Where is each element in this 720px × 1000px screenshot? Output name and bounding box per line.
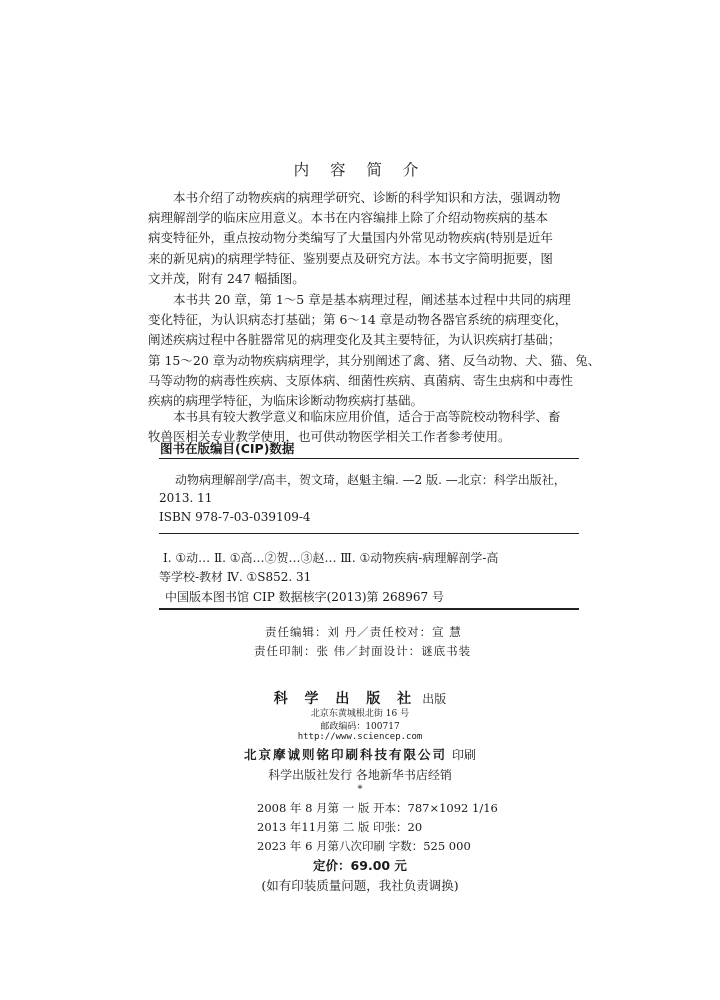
text-line: 本书具有较大教学意义和临床应用价值，适合于高等院校动物科学、畜: [173, 409, 561, 424]
publisher-name: 科 学 出 版 社: [273, 691, 418, 707]
cip-line: 动物病理解剖学/高丰，贺文琦，赵魁主编. —2 版. —北京：科学出版社，: [175, 473, 566, 487]
distribution: 科学出版社发行 各地新华书店经销: [268, 768, 452, 782]
printer-suffix: 印刷: [452, 748, 477, 762]
intro-paragraph-2: [148, 290, 601, 411]
publisher-suffix: 出版: [422, 692, 447, 706]
text-line: 本书介绍了动物疾病的病理学研究、诊断的科学知识和方法，强调动物: [173, 190, 561, 205]
credits-print: 责任印制：张 伟／封面设计：谜底书装: [254, 644, 472, 658]
text-line: 第 15～20 章为动物疾病病理学，其分别阐述了禽、猪、反刍动物、犬、猫、兔、: [148, 352, 601, 368]
text-line: 来的新见病)的病理学特征、鉴别要点及研究方法。本书文字简明扼要，图: [148, 250, 553, 266]
divider: [159, 608, 579, 609]
divider: [159, 533, 579, 534]
cip-line: Ⅰ. ①动… Ⅱ. ①高…②贺…③赵… Ⅲ. ①动物疾病-病理解剖学-高: [163, 551, 499, 565]
text-line: 文并茂，附有 247 幅插图。: [148, 270, 305, 286]
text-line: 牧兽医相关专业教学使用，也可供动物医学相关工作者参考使用。: [148, 429, 511, 445]
publisher-line: [0, 688, 720, 708]
intro-paragraph-1: [148, 188, 564, 289]
text-line: 病变特征外，重点按动物分类编写了大量国内外常见动物疾病(特别是近年: [148, 230, 553, 246]
cip-line: 2013. 11: [159, 491, 213, 505]
text-line: 马等动物的病毒性疾病、支原体病、细菌性疾病、真菌病、寄生虫病和中毒性: [148, 372, 574, 388]
credits-editors: 责任编辑：刘 丹／责任校对：宣 慧: [265, 625, 462, 639]
printer-line: [0, 744, 720, 763]
cip-isbn: ISBN 978-7-03-039109-4: [159, 510, 311, 524]
edition-line: 2013 年11月第 二 版 印张：20: [257, 820, 423, 834]
cip-verify: 中国版本图书馆 CIP 数据核字(2013)第 268967 号: [165, 590, 444, 604]
edition-line: 2008 年 8 月第 一 版 开本：787×1092 1/16: [257, 801, 498, 815]
cip-line: 等学校-教材 Ⅳ. ①S852. 31: [159, 570, 312, 584]
star-separator: *: [357, 784, 363, 795]
publisher-address: 北京东黄城根北街 16 号: [310, 709, 410, 719]
publisher-url: http://www.sciencep.com: [297, 732, 423, 742]
text-line: 病理解剖学的临床应用意义。本书在内容编排上除了介绍动物疾病的基本: [148, 210, 549, 226]
text-line: 本书共 20 章，第 1～5 章是基本病理过程，阐述基本过程中共同的病理: [173, 292, 571, 307]
text-line: 阐述疾病过程中各脏器常见的病理变化及其主要特征，为认识疾病打基础；: [148, 332, 561, 348]
price: 定价：69.00 元: [313, 858, 407, 873]
cip-heading: 图书在版编目(CIP)数据: [160, 441, 295, 456]
quality-notice: (如有印装质量问题，我社负责调换): [261, 878, 459, 893]
edition-line: 2023 年 6 月第八次印刷 字数：525 000: [257, 839, 471, 853]
text-line: 变化特征，为认识病态打基础；第 6～14 章是动物各器官系统的病理变化，: [148, 312, 568, 328]
page-title: 内 容 简 介: [293, 161, 427, 179]
text-line: 疾病的病理学特征，为临床诊断动物疾病打基础。: [148, 393, 424, 409]
printer-name: 北京摩诚则铭印刷科技有限公司: [243, 747, 447, 762]
publisher-postcode: 邮政编码：100717: [320, 722, 400, 732]
